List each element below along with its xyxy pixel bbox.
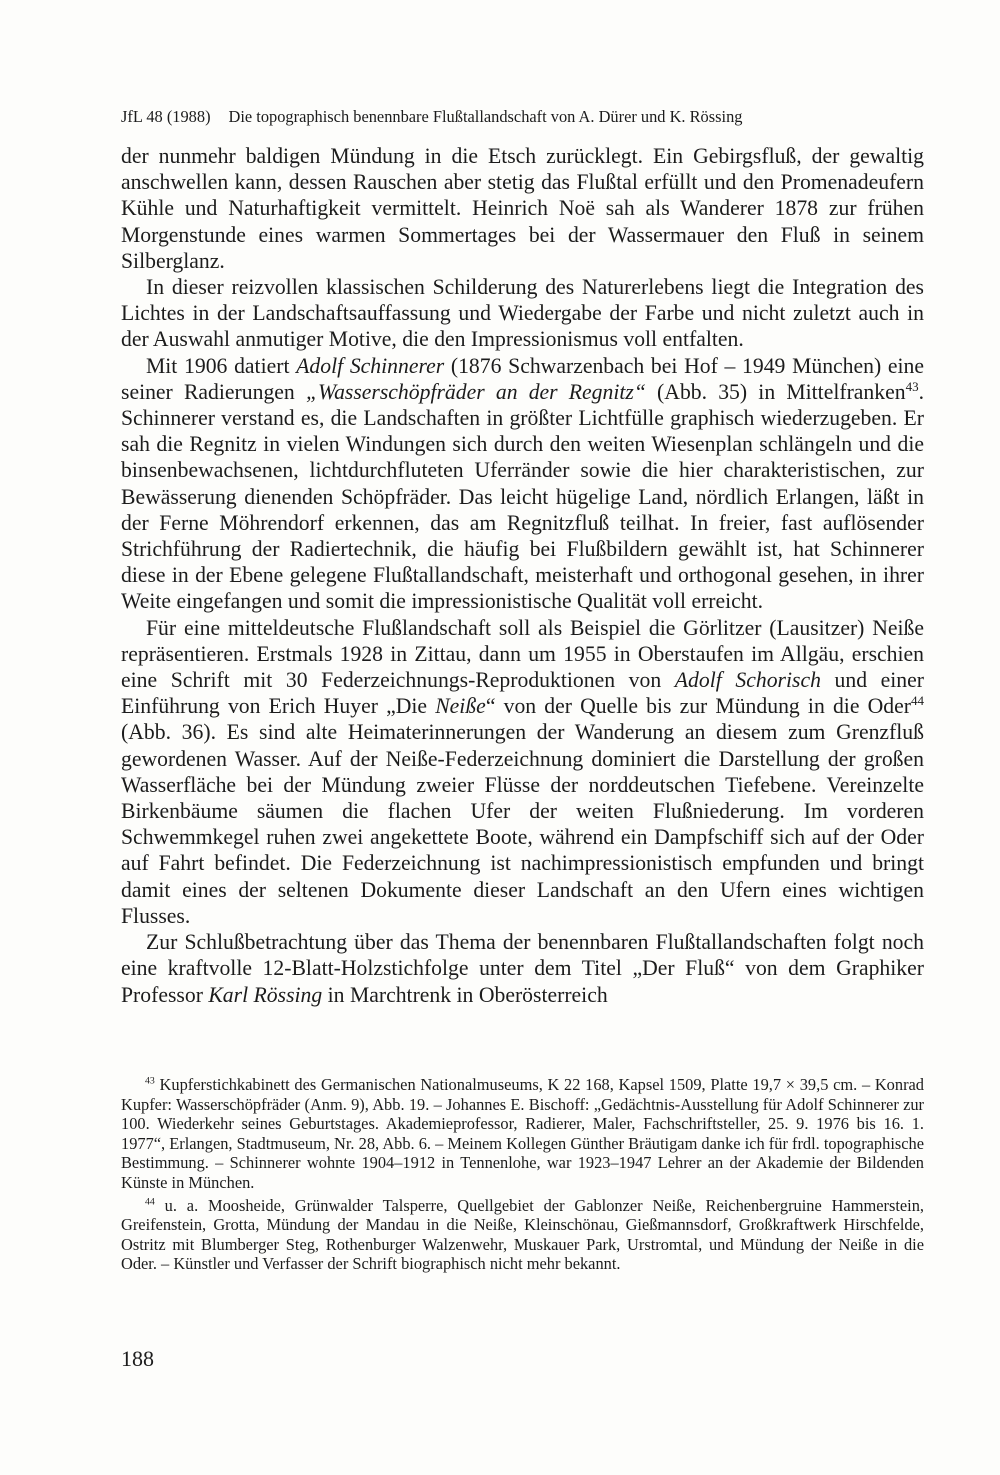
paragraph-text: der nunmehr baldigen Mündung in die Etsch zurücklegt. Ein Gebirgsfluß, der gewaltig anschwellen kann, dessen Rauschen aber stetig das Flußtal erfüllt und den Promenadeufern Kühle und Naturhaftigkeit vermittelt. Heinrich Noë sah als Wanderer 1878 zur frühen Morgenstunde eines warmen Sommertages bei der Wassermauer den Fluß in seinem Silberglanz. [121,144,924,273]
paragraph-text: Mit 1906 datiert [146,353,297,378]
paragraph-text: . Schinnerer verstand es, die Landschaften in größter Lichtfülle graphisch wiederzugeben. Er sah die Regnitz in vielen Windungen sich durch den weiten Wiesenplan schlängeln und die binsenbewachsenen, lichtdurchfluteten Uferränder sowie die hier charakteristischen, zur Bewässerung dienenden Schöpfräder. Das leicht hügelige Land, nördlich Erlangen, läßt in der Ferne Möhrendorf erkennen, das am Regnitzfluß teilhat. In freier, fast auflösender Strichführung der Radiertechnik, die häufig bei Flußbildern gewählt ist, hat Schinnerer diese in der Ebene gelegene Flußtallandschaft, meisterhaft und orthogonal gesehen, in ihrer Weite eingefangen und somit die impressionistische Qualität voll erreicht. [121,379,925,614]
article-title: Die topographisch benennbare Flußtallandschaft von A. Dürer und K. Rössing [228,107,743,126]
body-paragraph [121,353,924,615]
body-paragraph [121,274,924,353]
body-paragraph [121,615,924,929]
paragraph-text: Für eine mitteldeutsche Flußlandschaft soll als Beispiel die Görlitzer (Lausitzer) Neiße repräsentieren. Erstmals 1928 in Zittau, dann um 1955 in Oberstaufen im Allgäu, erschien eine Schrift mit 30 Federzeichnungs-Reproduktionen von [121,615,924,693]
emphasis-text: „Wasserschöpfräder an der Regnitz“ [305,379,646,404]
body-text [121,143,924,1008]
footnote-reference: 43 [905,378,919,394]
emphasis-text: Karl Rössing [208,982,323,1007]
footnote-number: 43 [145,1075,155,1087]
running-head [121,106,911,128]
page-number: 188 [121,1346,154,1371]
paragraph-text: (Abb. 35) in Mittelfranken [645,379,906,404]
body-paragraph [121,929,924,1008]
emphasis-text: Adolf Schinnerer [296,353,445,378]
paragraph-text: “ von der Quelle bis zur Mündung in die Oder [485,694,911,719]
emphasis-text: Neiße [435,694,486,719]
emphasis-text: Adolf Schorisch [674,668,821,693]
paragraph-text: Zur Schlußbetrachtung über das Thema der benennbaren Flußtallandschaften folgt noch eine kraftvolle 12-Blatt-Holzstichfolge unter dem Titel „Der Fluß“ von dem Graphiker Professor [121,930,924,1007]
paragraph-text: (Abb. 36). Es sind alte Heimaterinnerungen der Wanderung an diesem zum Grenzfluß gewordenen Wasser. Auf der Neiße-Federzeichnung dominiert die Darstellung der großen Wasserfläche bei der Mündung zweier Flüsse der norddeutschen Tiefebene. Vereinzelte Birkenbäume säumen die flachen Ufer der weiten Flußniederung. Im vorderen Schwemmkegel ruhen zwei angekettete Boote, während ein Dampfschiff sich auf der Oder auf Fahrt befindet. Die Federzeichnung ist nachimpressionistisch empfunden und bringt damit eines der seltenen Dokumente dieser Landschaft an den Ufern eines wichtigen Flusses. [121,720,924,928]
paragraph-text: in Marchtrenk in Oberösterreich [322,982,608,1007]
journal-reference: JfL 48 (1988) [121,107,211,126]
footnote [121,1075,924,1193]
footnote-text: Kupferstichkabinett des Germanischen Nationalmuseums, K 22 168, Kapsel 1509, Platte 19,7 × 39,5 cm. – Konrad Kupfer: Wasserschöpfräder (Anm. 9), Abb. 19. – Johannes E. Bischoff: „Gedächtnis-Ausstellung für Adolf Schinnerer zur 100. Wiederkehr seines Geburtstages. Akademieprofessor, Radierer, Maler, Fachschriftsteller, 25. 9. 1976 bis 16. 1. 1977“, Erlangen, Stadtmuseum, Nr. 28, Abb. 6. – Meinem Kollegen Günther Bräutigam danke ich für frdl. topographische Bestimmung. – Schinnerer wohnte 1904–1912 in Tennenlohe, war 1923–1947 Lehrer an der Akademie der Bildenden Künste in München. [121,1075,924,1192]
paragraph-text: (1876 Schwarzenbach bei Hof – 1949 München) eine seiner Radierungen [121,353,925,404]
footnote-reference: 44 [910,693,924,709]
paragraph-text: und einer Einführung von Erich Huyer „Die [121,668,924,719]
footnote [121,1196,924,1274]
paragraph-text: In dieser reizvollen klassischen Schilderung des Naturerlebens liegt die Integration des Lichtes in der Landschaftsauffassung und Wiedergabe der Farbe und nicht zuletzt auch in der Auswahl anmutiger Motive, die den Impressionismus voll entfalten. [121,275,924,352]
footnote-text: u. a. Moosheide, Grünwalder Talsperre, Quellgebiet der Gablonzer Neiße, Reichenbergruine Hammerstein, Greifenstein, Grotta, Mündung der Mandau in die Neiße, Kleinschönau, Gießmannsdorf, Großkraftwerk Hirschfelde, Ostritz mit Blumberger Steg, Rothenburger Walzenwehr, Muskauer Park, Urstromtal, und Mündung der Neiße in die Oder. – Künstler und Verfasser der Schrift biographisch nicht mehr bekannt. [121,1195,924,1274]
footnotes [121,1075,924,1274]
footnote-number: 44 [145,1196,155,1208]
body-paragraph [121,143,924,274]
